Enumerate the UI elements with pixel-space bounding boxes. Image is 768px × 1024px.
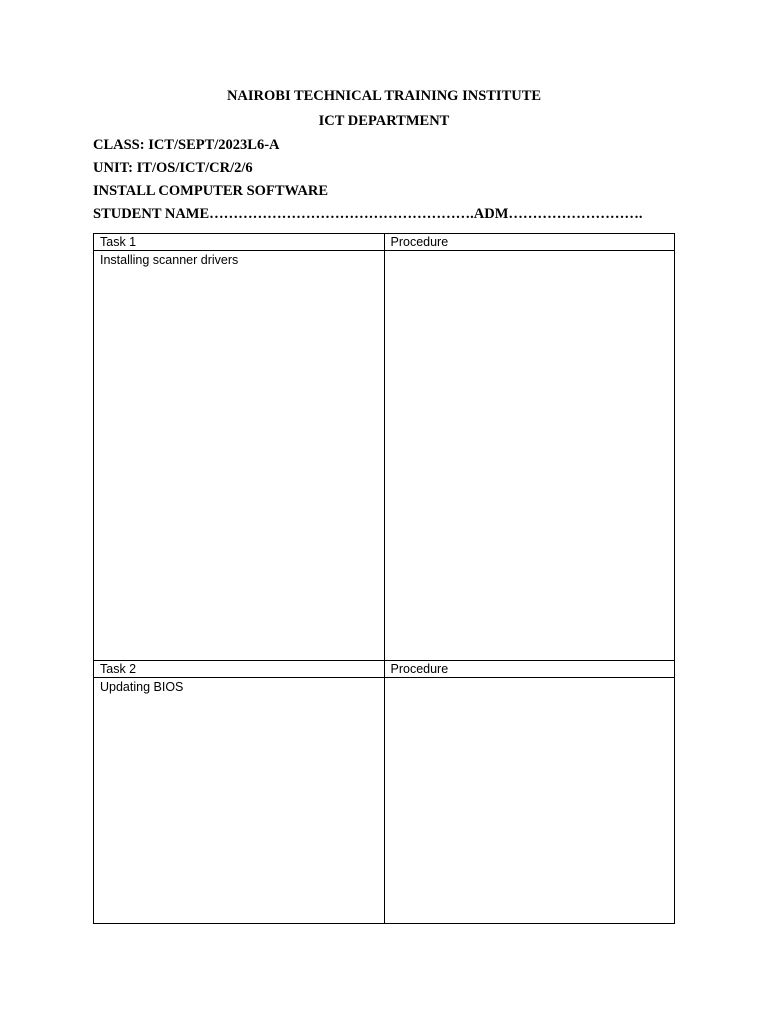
task-table xyxy=(93,233,675,924)
subject-line: INSTALL COMPUTER SOFTWARE xyxy=(93,183,328,199)
task-1-procedure-label: Procedure xyxy=(384,234,675,251)
class-line: CLASS: ICT/SEPT/2023L6-A xyxy=(93,137,280,153)
department-title: ICT DEPARTMENT xyxy=(318,113,450,129)
task-1-procedure-cell[interactable] xyxy=(384,251,675,661)
task-1-description: Installing scanner drivers xyxy=(94,251,385,661)
institution-title: NAIROBI TECHNICAL TRAINING INSTITUTE xyxy=(226,88,542,104)
unit-line: UNIT: IT/OS/ICT/CR/2/6 xyxy=(93,160,253,176)
task-2-description: Updating BIOS xyxy=(94,678,385,924)
task-2-procedure-label: Procedure xyxy=(384,661,675,678)
task-2-body-row xyxy=(94,678,675,924)
task-2-procedure-cell[interactable] xyxy=(384,678,675,924)
task-1-header-row xyxy=(94,234,675,251)
task-2-header-row xyxy=(94,661,675,678)
student-name-adm-line: STUDENT NAME……………………………………………….ADM………………………. xyxy=(93,206,643,222)
task-1-body-row xyxy=(94,251,675,661)
task-1-label: Task 1 xyxy=(94,234,385,251)
task-2-label: Task 2 xyxy=(94,661,385,678)
